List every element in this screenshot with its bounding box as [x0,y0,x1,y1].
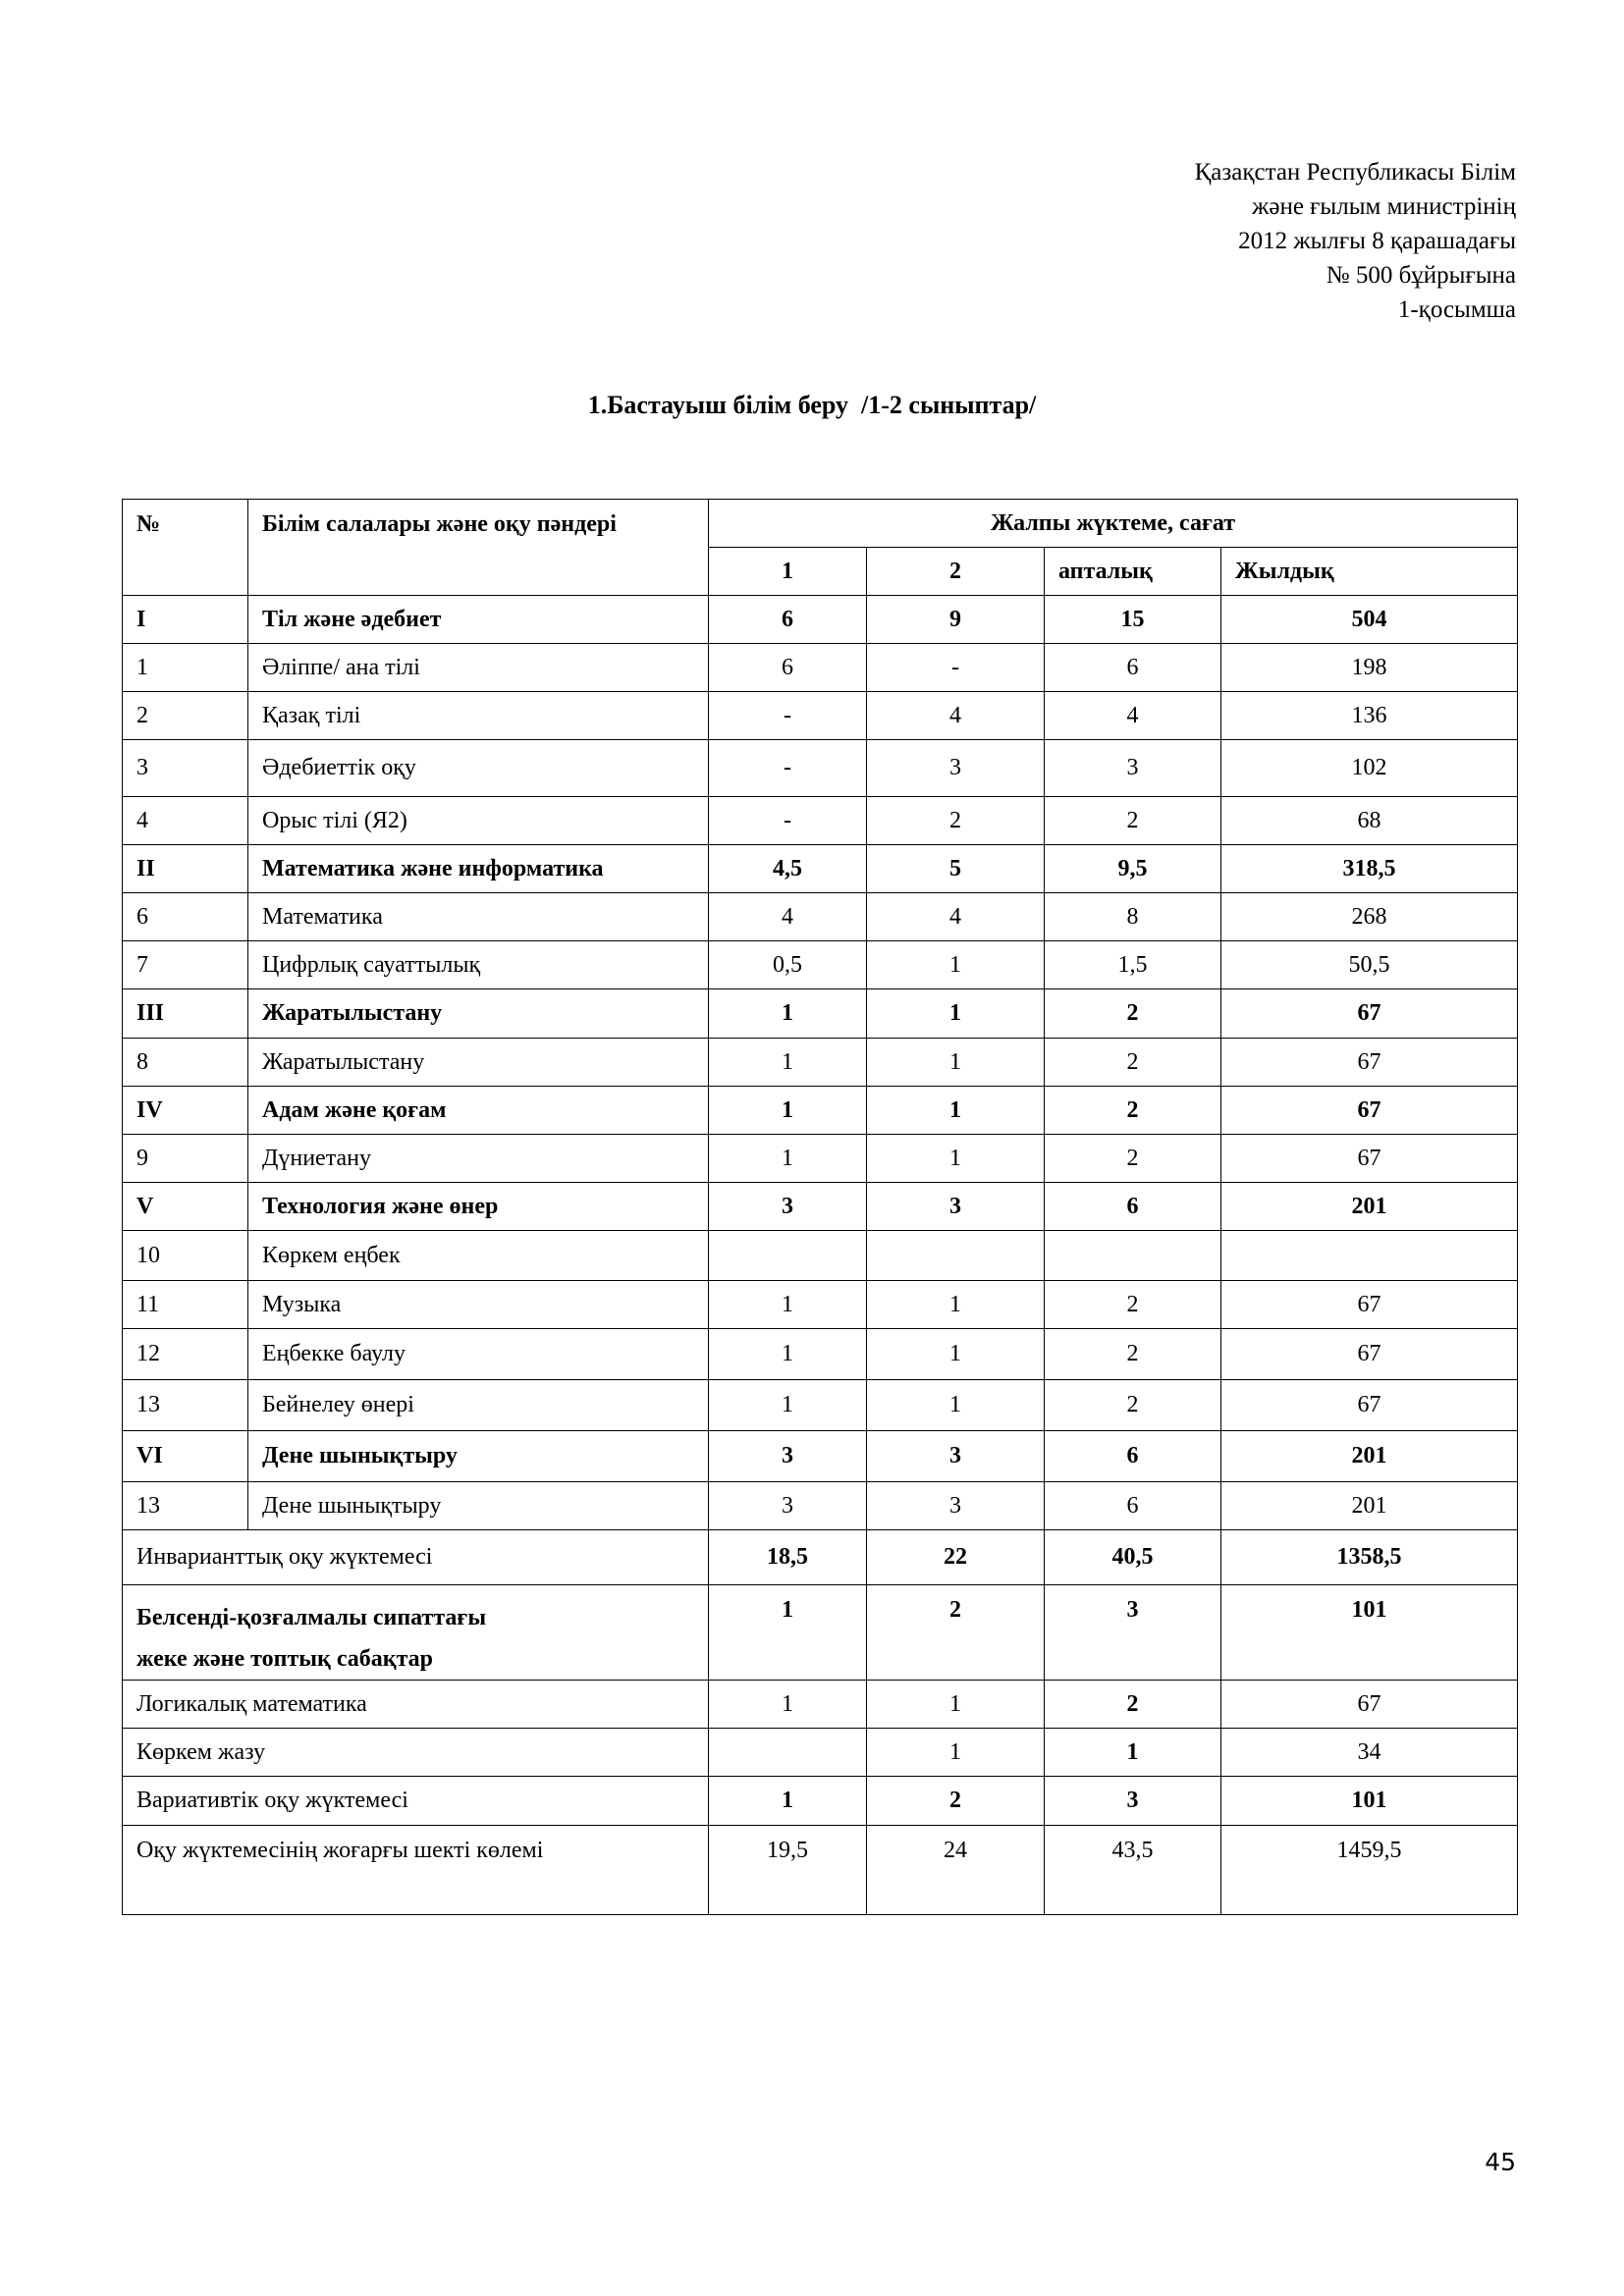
header-line: және ғылым министрінің [1252,193,1516,220]
cell-grade-2 [867,1231,1045,1281]
cell-yearly: 67 [1221,1329,1518,1380]
cell-grade-1: - [709,740,867,797]
cell-yearly: 101 [1221,1777,1518,1826]
cell-subject: Орыс тілі (Я2) [248,797,709,845]
cell-subject: Жаратылыстану [248,1039,709,1087]
cell-yearly: 1358,5 [1221,1530,1518,1585]
subject-row [123,1329,1518,1380]
cell-subject: Дене шынықтыру [248,1431,709,1482]
cell-subject: Музыка [248,1281,709,1329]
cell-grade-1: 18,5 [709,1530,867,1585]
header-subject: Білім салалары және оқу пәндері [248,500,709,596]
cell-yearly: 34 [1221,1729,1518,1777]
cell-yearly: 1459,5 [1221,1826,1518,1915]
cell-yearly: 67 [1221,1380,1518,1431]
calligraphy-row [123,1729,1518,1777]
cell-weekly: 3 [1045,740,1221,797]
curriculum-table [122,499,1518,1915]
cell-yearly: 101 [1221,1585,1518,1681]
summary-label [123,1585,709,1681]
cell-grade-2: 1 [867,1135,1045,1183]
subject-row [123,692,1518,740]
cell-subject: Бейнелеу өнері [248,1380,709,1431]
cell-num: VI [123,1431,248,1482]
cell-grade-2: 24 [867,1826,1045,1915]
table-header-row [123,500,1518,548]
cell-subject: Математика [248,893,709,941]
cell-grade-2: 1 [867,1681,1045,1729]
cell-yearly: 201 [1221,1482,1518,1530]
cell-yearly: 67 [1221,1281,1518,1329]
header-line: 2012 жылғы 8 қарашадағы [1238,228,1516,254]
header-grade-2: 2 [867,548,1045,596]
cell-weekly: 2 [1045,1087,1221,1135]
cell-grade-1 [709,1729,867,1777]
cell-subject: Қазақ тілі [248,692,709,740]
cell-weekly: 4 [1045,692,1221,740]
cell-weekly: 2 [1045,1135,1221,1183]
active-group-row [123,1585,1518,1681]
invariant-row [123,1530,1518,1585]
cell-grade-2: - [867,644,1045,692]
approval-header [1195,155,1516,327]
cell-weekly: 6 [1045,644,1221,692]
document-title: 1.Бастауыш білім беру /1-2 сыныптар/ [587,391,1037,419]
cell-yearly: 50,5 [1221,941,1518,989]
cell-num: 7 [123,941,248,989]
cell-weekly: 2 [1045,989,1221,1039]
cell-subject: Адам және қоғам [248,1087,709,1135]
cell-grade-1: 6 [709,596,867,644]
cell-yearly: 67 [1221,1087,1518,1135]
header-num: № [123,500,248,596]
cell-grade-2: 1 [867,1281,1045,1329]
subject-row [123,644,1518,692]
cell-subject: Дене шынықтыру [248,1482,709,1530]
cell-grade-2: 3 [867,1183,1045,1231]
section-row [123,1431,1518,1482]
variative-row [123,1777,1518,1826]
max-load-row [123,1826,1518,1915]
cell-yearly: 67 [1221,1039,1518,1087]
cell-weekly: 9,5 [1045,845,1221,893]
cell-weekly: 15 [1045,596,1221,644]
cell-grade-1: 4 [709,893,867,941]
summary-label: Көркем жазу [123,1729,709,1777]
cell-yearly: 504 [1221,596,1518,644]
cell-subject: Жаратылыстану [248,989,709,1039]
cell-grade-2: 2 [867,797,1045,845]
header-weekly: апталық [1045,548,1221,596]
subject-row [123,1380,1518,1431]
summary-label: Инварианттық оқу жүктемесі [123,1530,709,1585]
section-row [123,989,1518,1039]
subject-row [123,740,1518,797]
cell-num: III [123,989,248,1039]
cell-grade-2: 1 [867,1087,1045,1135]
header-line: Қазақстан Республикасы Білім [1194,159,1516,186]
cell-grade-2: 22 [867,1530,1045,1585]
cell-weekly [1045,1231,1221,1281]
cell-grade-2: 1 [867,1729,1045,1777]
cell-num: V [123,1183,248,1231]
cell-num: II [123,845,248,893]
cell-num: 3 [123,740,248,797]
cell-grade-2: 1 [867,1329,1045,1380]
logical-math-row [123,1681,1518,1729]
cell-yearly: 201 [1221,1431,1518,1482]
summary-label: Логикалық математика [123,1681,709,1729]
cell-subject: Дүниетану [248,1135,709,1183]
cell-weekly: 3 [1045,1585,1221,1681]
cell-yearly: 67 [1221,989,1518,1039]
cell-grade-1: 3 [709,1431,867,1482]
cell-num: 11 [123,1281,248,1329]
cell-subject: Әдебиеттік оқу [248,740,709,797]
cell-grade-2: 3 [867,1431,1045,1482]
cell-num: IV [123,1087,248,1135]
subject-row [123,1135,1518,1183]
cell-subject: Көркем еңбек [248,1231,709,1281]
section-row [123,845,1518,893]
summary-label: Оқу жүктемесінің жоғарғы шекті көлемі [123,1826,709,1915]
cell-grade-1: 3 [709,1482,867,1530]
cell-grade-1: 19,5 [709,1826,867,1915]
subject-row [123,1039,1518,1087]
cell-subject: Еңбекке баулу [248,1329,709,1380]
cell-yearly: 67 [1221,1681,1518,1729]
cell-num: 9 [123,1135,248,1183]
cell-weekly: 2 [1045,1380,1221,1431]
section-row [123,596,1518,644]
header-yearly: Жылдық [1221,548,1518,596]
cell-grade-1: 1 [709,1039,867,1087]
cell-grade-2: 3 [867,740,1045,797]
cell-grade-2: 1 [867,941,1045,989]
cell-num: 4 [123,797,248,845]
cell-num: 6 [123,893,248,941]
cell-weekly: 2 [1045,797,1221,845]
cell-grade-1: 3 [709,1183,867,1231]
subject-row [123,941,1518,989]
cell-num: 12 [123,1329,248,1380]
subject-row [123,797,1518,845]
cell-yearly: 68 [1221,797,1518,845]
cell-num: 2 [123,692,248,740]
cell-weekly: 6 [1045,1482,1221,1530]
cell-weekly: 6 [1045,1183,1221,1231]
cell-grade-1: 1 [709,1329,867,1380]
header-line: № 500 бұйрығына [1326,262,1516,289]
cell-grade-1: 1 [709,1281,867,1329]
cell-grade-1: - [709,797,867,845]
cell-grade-2: 1 [867,989,1045,1039]
cell-weekly: 2 [1045,1329,1221,1380]
cell-grade-2: 4 [867,893,1045,941]
cell-grade-1: 1 [709,1585,867,1681]
subject-row [123,893,1518,941]
label-line: жеке және топтық сабақтар [136,1646,434,1672]
cell-grade-1: 1 [709,1135,867,1183]
cell-num: 10 [123,1231,248,1281]
cell-subject: Цифрлық сауаттылық [248,941,709,989]
cell-weekly: 43,5 [1045,1826,1221,1915]
cell-grade-1: 4,5 [709,845,867,893]
cell-grade-2: 2 [867,1585,1045,1681]
cell-num: 8 [123,1039,248,1087]
cell-grade-1: 1 [709,1777,867,1826]
cell-grade-1: 6 [709,644,867,692]
cell-grade-2: 5 [867,845,1045,893]
cell-yearly [1221,1231,1518,1281]
cell-grade-1: - [709,692,867,740]
subject-row [123,1281,1518,1329]
cell-weekly: 2 [1045,1281,1221,1329]
cell-yearly: 318,5 [1221,845,1518,893]
cell-grade-2: 9 [867,596,1045,644]
cell-grade-2: 3 [867,1482,1045,1530]
page-number: 45 [1485,2148,1516,2176]
cell-weekly: 8 [1045,893,1221,941]
cell-yearly: 201 [1221,1183,1518,1231]
cell-num: 1 [123,644,248,692]
table-body [123,596,1518,1530]
cell-subject: Технология және өнер [248,1183,709,1231]
cell-weekly: 1,5 [1045,941,1221,989]
cell-subject: Әліппе/ ана тілі [248,644,709,692]
cell-weekly: 1 [1045,1729,1221,1777]
cell-subject: Математика және информатика [248,845,709,893]
subject-row [123,1231,1518,1281]
cell-weekly: 2 [1045,1039,1221,1087]
header-line: 1-қосымша [1397,296,1516,323]
cell-grade-1: 1 [709,1681,867,1729]
cell-grade-1: 1 [709,989,867,1039]
cell-grade-1 [709,1231,867,1281]
cell-subject: Тіл және әдебиет [248,596,709,644]
cell-grade-2: 2 [867,1777,1045,1826]
cell-yearly: 102 [1221,740,1518,797]
section-row [123,1087,1518,1135]
cell-grade-2: 1 [867,1039,1045,1087]
cell-grade-1: 0,5 [709,941,867,989]
label-line: Белсенді-қозғалмалы сипаттағы [136,1605,487,1630]
header-total-load: Жалпы жүктеме, сағат [709,500,1518,548]
cell-grade-2: 1 [867,1380,1045,1431]
cell-yearly: 67 [1221,1135,1518,1183]
cell-num: 13 [123,1380,248,1431]
cell-grade-1: 1 [709,1087,867,1135]
section-row [123,1183,1518,1231]
cell-num: 13 [123,1482,248,1530]
subject-row [123,1482,1518,1530]
cell-yearly: 136 [1221,692,1518,740]
cell-weekly: 6 [1045,1431,1221,1482]
header-grade-1: 1 [709,548,867,596]
cell-weekly: 3 [1045,1777,1221,1826]
cell-grade-2: 4 [867,692,1045,740]
cell-grade-1: 1 [709,1380,867,1431]
cell-yearly: 198 [1221,644,1518,692]
summary-label: Вариативтік оқу жүктемесі [123,1777,709,1826]
cell-weekly: 2 [1045,1681,1221,1729]
cell-num: I [123,596,248,644]
cell-weekly: 40,5 [1045,1530,1221,1585]
cell-yearly: 268 [1221,893,1518,941]
